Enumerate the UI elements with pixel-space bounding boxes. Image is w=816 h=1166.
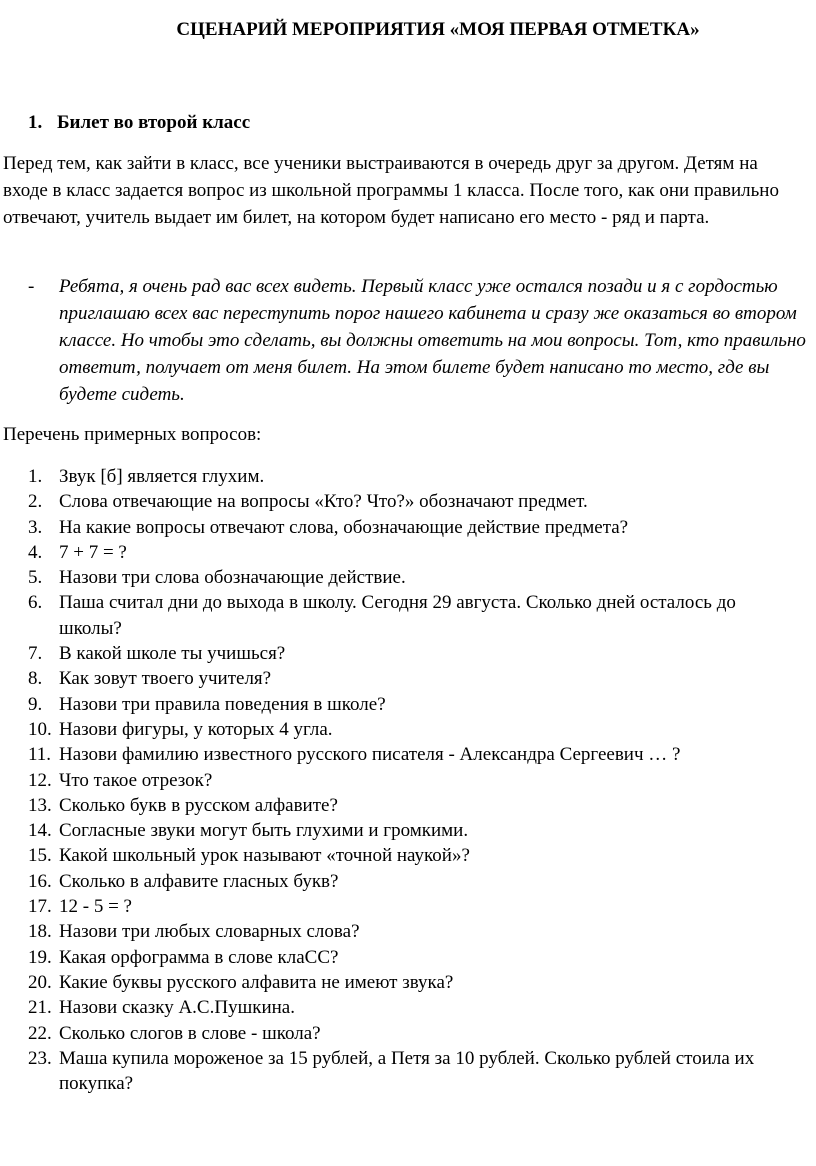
question-number: 2. (28, 491, 43, 513)
question-item (28, 666, 798, 691)
question-item (28, 793, 798, 818)
question-number: 7. (28, 643, 43, 665)
question-number: 23. (28, 1047, 52, 1069)
question-item (28, 768, 798, 793)
question-text: Назови три слова обозначающие действие. (59, 567, 406, 589)
section-heading-text: Билет во второй класс (57, 112, 251, 133)
question-item (28, 590, 798, 641)
question-text: Как зовут твоего учителя? (59, 668, 272, 690)
question-number: 21. (28, 997, 52, 1019)
question-number: 19. (28, 946, 52, 968)
question-item (28, 945, 798, 970)
question-item (28, 894, 798, 919)
question-number: 16. (28, 870, 52, 892)
question-text: В какой школе ты учишься? (59, 643, 286, 665)
quote-dash: - (28, 276, 35, 297)
question-text: Сколько букв в русском алфавите? (59, 794, 338, 816)
question-item (28, 641, 798, 666)
question-item (28, 540, 798, 565)
question-number: 20. (28, 971, 52, 993)
question-text: Сколько слогов в слове - школа? (59, 1022, 321, 1044)
question-number: 9. (28, 693, 43, 715)
question-number: 18. (28, 921, 52, 943)
question-number: 12. (28, 769, 52, 791)
questions-heading: Перечень примерных вопросов: (3, 424, 262, 445)
question-number: 10. (28, 718, 52, 740)
quote-text: Ребята, я очень рад вас всех видеть. Первый класс уже остался позади и я с гордостью приглашаю всех вас переступить порог нашего кабинета и сразу же оказаться во втором классе. Но чтобы это сделать, вы должны ответить на мои вопросы. Тот, кто правильно ответит, получает от меня билет. На этом билете будет написано то место, где вы будете сидеть. (59, 276, 806, 405)
question-item (28, 1021, 798, 1046)
question-text: Назови три любых словарных слова? (59, 921, 360, 943)
question-text: Какая орфограмма в слове клаСС? (59, 946, 339, 968)
question-item (28, 818, 798, 843)
question-item (28, 489, 798, 514)
question-text: Назови три правила поведения в школе? (59, 693, 386, 715)
question-text: 7 + 7 = ? (59, 541, 127, 563)
questions-list (28, 464, 798, 1096)
question-number: 5. (28, 567, 43, 589)
question-number: 1. (28, 466, 43, 487)
question-item (28, 565, 798, 590)
question-text: Звук [б] является глухим. (59, 466, 265, 487)
question-text: Назови фигуры, у которых 4 угла. (59, 718, 333, 740)
question-number: 3. (28, 516, 43, 538)
question-number: 14. (28, 820, 52, 842)
question-text: Что такое отрезок? (59, 769, 213, 791)
question-number: 6. (28, 592, 43, 614)
question-text: На какие вопросы отвечают слова, обозначающие действие предмета? (59, 516, 629, 538)
section-heading (28, 112, 250, 134)
section-number: 1. (28, 112, 43, 133)
question-number: 15. (28, 845, 52, 867)
question-text: Какой школьный урок называют «точной наукой»? (59, 845, 470, 867)
question-text: Сколько в алфавите гласных букв? (59, 870, 339, 892)
question-number: 8. (28, 668, 43, 690)
question-text: Какие буквы русского алфавита не имеют звука? (59, 971, 454, 993)
question-number: 4. (28, 541, 43, 563)
question-number: 13. (28, 794, 52, 816)
question-number: 22. (28, 1022, 52, 1044)
question-number: 11. (28, 744, 52, 766)
question-text: Назови фамилию известного русского писателя - Александра Сергеевич … ? (59, 744, 681, 766)
question-text: Маша купила мороженое за 15 рублей, а Петя за 10 рублей. Сколько рублей стоила их покупка? (59, 1047, 755, 1095)
question-text: Назови сказку А.С.Пушкина. (59, 997, 295, 1019)
question-text: Слова отвечающие на вопросы «Кто? Что?» обозначают предмет. (59, 491, 588, 513)
question-text: Паша считал дни до выхода в школу. Сегодня 29 августа. Сколько дней осталось до школы? (59, 592, 736, 639)
document-title: СЦЕНАРИЙ МЕРОПРИЯТИЯ «МОЯ ПЕРВАЯ ОТМЕТКА» (176, 19, 700, 40)
question-item (28, 970, 798, 995)
question-item (28, 1046, 798, 1097)
question-item (28, 717, 798, 742)
intro-paragraph: Перед тем, как зайти в класс, все ученики выстраиваются в очередь друг за другом. Детям на входе в класс задается вопрос из школьной программы 1 класса. После того, как они правильно отвечают, учитель выдает им билет, на котором будет написано его место - ряд и парта. (3, 153, 779, 228)
question-text: Согласные звуки могут быть глухими и громкими. (59, 820, 469, 842)
teacher-quote (28, 273, 808, 408)
question-item (28, 869, 798, 894)
question-item (28, 515, 798, 540)
question-item (28, 742, 798, 767)
question-item (28, 692, 798, 717)
question-item (28, 464, 798, 489)
question-text: 12 - 5 = ? (59, 896, 132, 918)
question-item (28, 919, 798, 944)
question-item (28, 843, 798, 868)
question-number: 17. (28, 896, 52, 918)
question-item (28, 995, 798, 1020)
